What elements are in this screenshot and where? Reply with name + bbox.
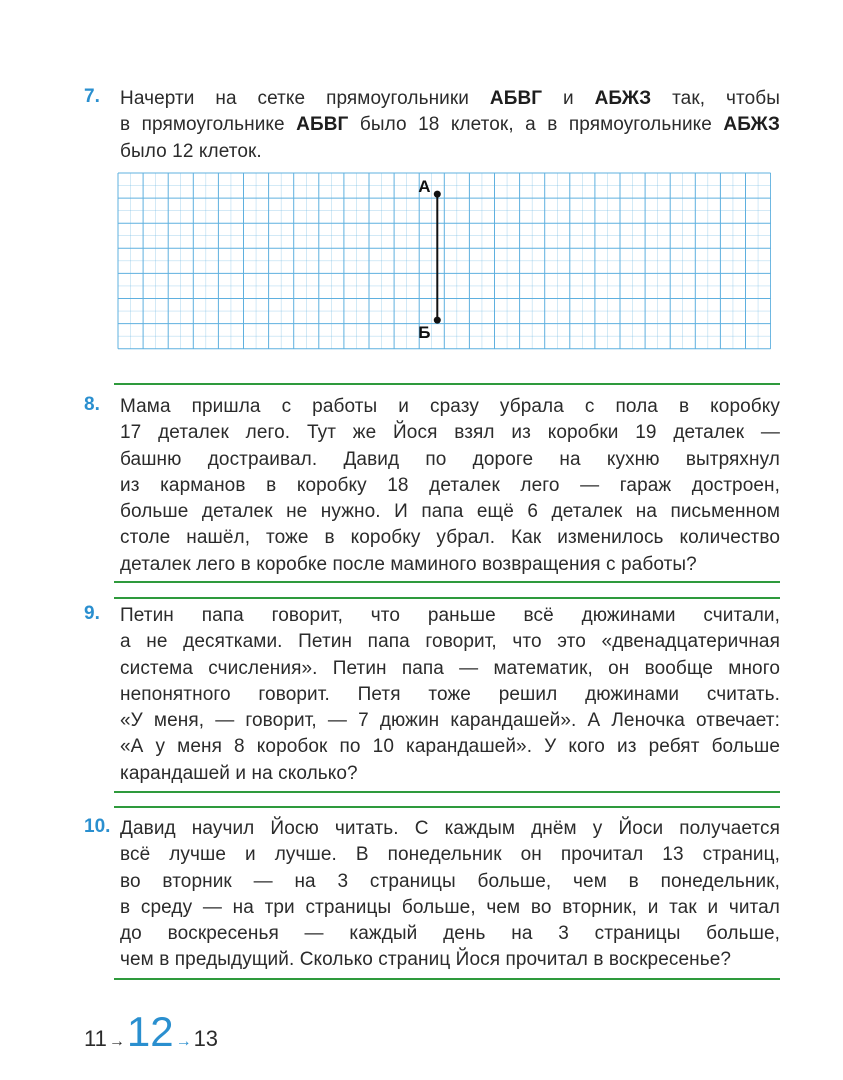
text-segment: так, чтобы [651,88,780,109]
next-page-number[interactable]: 13 [193,1026,219,1051]
answer-line[interactable] [114,581,780,583]
drawing-grid[interactable] [117,172,771,364]
text-segment: в прямоугольнике [120,114,297,136]
text-line: всё лучше и лучше. В понедельник он прочитал 13 страниц, [120,844,780,866]
text-line: башню достраивал. Давид по дороге на кухню вытряхнул [120,448,780,470]
divider [114,383,780,385]
text-line [120,86,780,112]
task-text [120,394,780,578]
text-line: «У меня, — говорит, — 7 дюжин карандашей». А Леночка отвечает: [120,710,780,732]
page-navigation [84,1008,218,1068]
task-number: 8. [84,394,100,415]
point-a [434,191,441,198]
text-segment: было 18 клеток, а в прямоугольнике [348,114,724,136]
text-line: Мама пришла с работы и сразу убрала с пола в коробку [120,396,780,417]
text-line: Петин папа говорит, что раньше всё дюжинами считали, [120,605,780,626]
text-line: деталек лего в коробке после маминого возвращения с работы? [120,553,697,575]
task-number: 9. [84,603,100,624]
text-segment: и [542,88,595,109]
task-number: 10. [84,816,111,837]
text-line: 17 деталек лего. Тут же Йося взял из коробки 19 деталек — [120,422,780,444]
text-line: до воскресенья — каждый день на 3 страницы больше, [120,923,780,945]
text-line: непонятного говорит. Петя тоже решил дюжинами считать. [120,683,780,705]
text-segment: было 12 клеток. [120,140,262,162]
answer-line[interactable] [114,791,780,793]
task-text [120,86,780,165]
text-line: «А у меня 8 коробок по 10 карандашей». У кого из ребят больше [120,736,780,758]
text-line: система счисления». Петин папа — математик, он вообще много [120,657,780,679]
bold-term: АБВГ [489,88,543,109]
bold-term: АБЖЗ [723,114,781,136]
current-page-number: 12 [126,1008,174,1055]
point-a-label: А [418,177,431,197]
text-line: во вторник — на 3 страницы больше, чем в понедельник, [120,870,780,892]
text-line: из карманов в коробку 18 деталек лего — гараж достроен, [120,474,780,496]
divider [114,597,780,599]
arrow-icon: → [108,1033,125,1050]
text-line: Давид научил Йосю читать. С каждым днём у Йоси получается [120,818,780,839]
text-line: в среду — на три страницы больше, чем во вторник, и так и читал [120,896,780,918]
text-line: столе нашёл, тоже в коробку убрал. Как изменилось количество [120,527,780,549]
bold-term: АБВГ [296,114,349,136]
arrow-icon: → [175,1033,192,1050]
text-segment: Начерти на сетке прямоугольники [120,88,490,109]
task-number: 7. [84,86,100,107]
bold-term: АБЖЗ [594,88,652,109]
text-line: а не десятками. Петин папа говорит, что это «двенадцатеричная [120,631,780,653]
point-b-label: Б [418,323,431,343]
point-b [434,317,441,324]
prev-page-number[interactable]: 11 [84,1026,107,1051]
answer-line[interactable] [114,978,780,980]
text-line [120,139,780,165]
text-line [120,112,780,138]
text-line: чем в предыдущий. Сколько страниц Йося прочитал в воскресенье? [120,949,732,971]
text-line: больше деталек не нужно. И папа ещё 6 деталек на письменном [120,501,780,523]
text-line: карандашей и на сколько? [120,762,358,784]
task-text [120,603,780,787]
divider [114,806,780,808]
task-text [120,816,780,974]
